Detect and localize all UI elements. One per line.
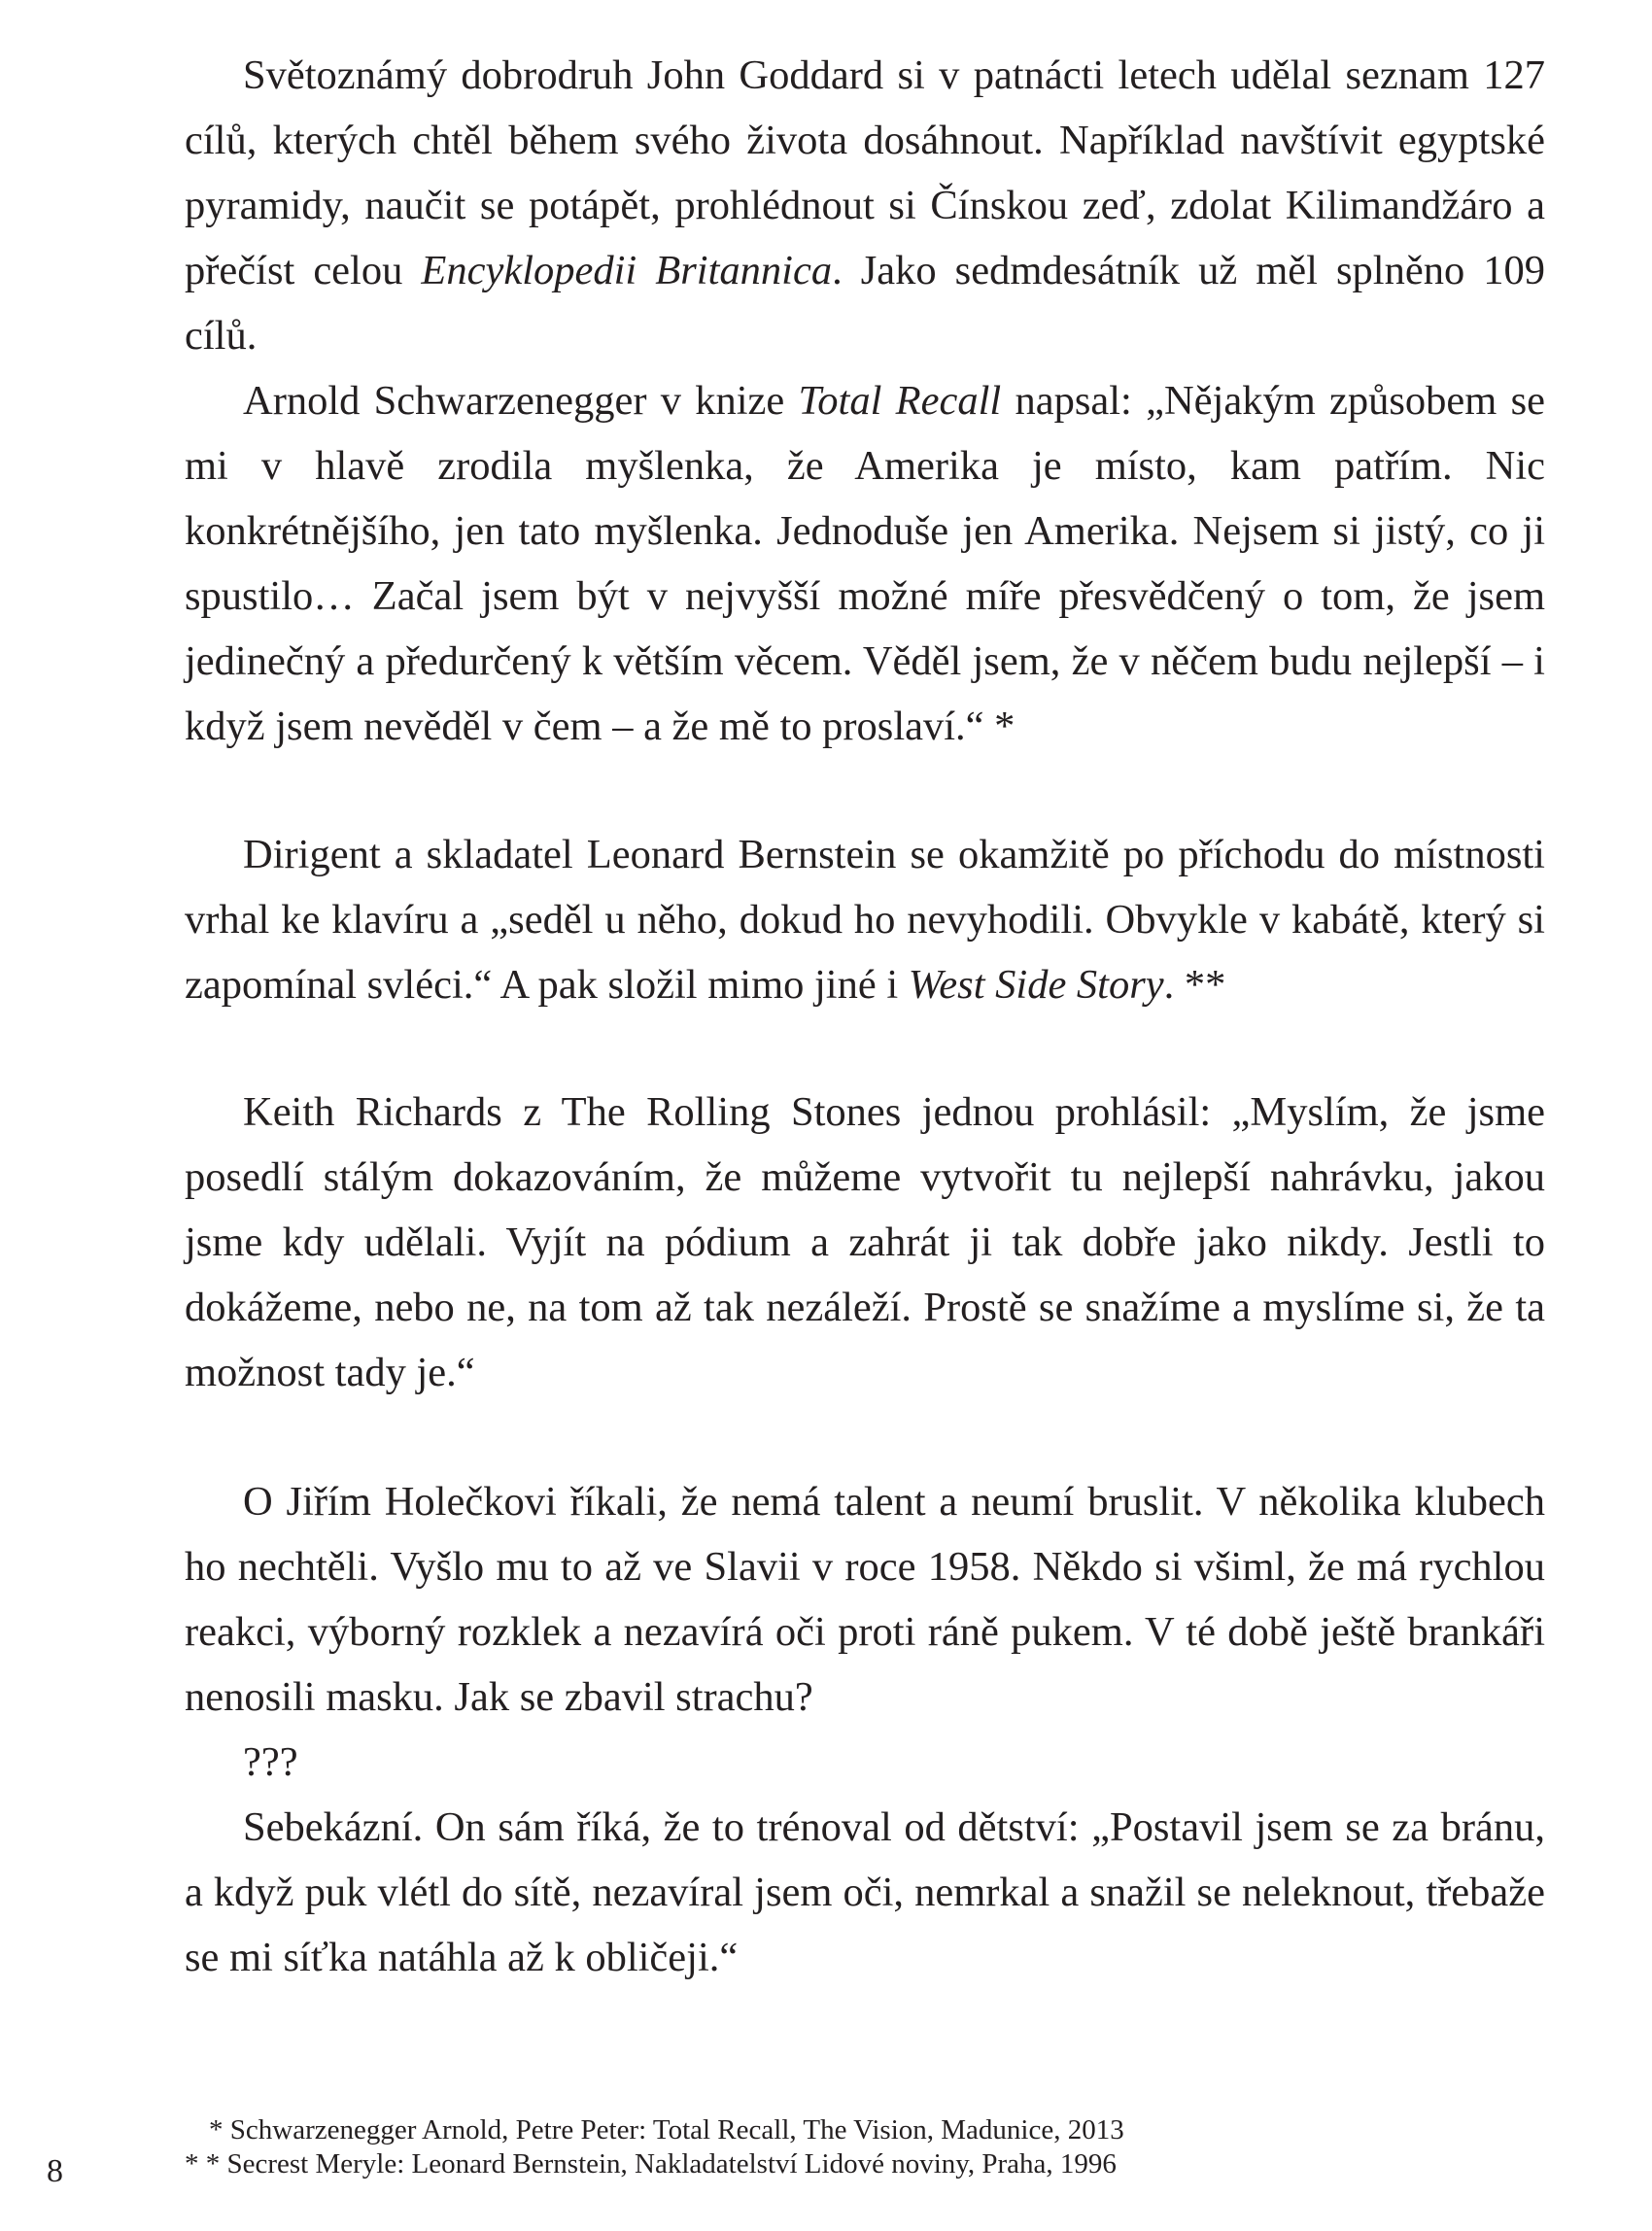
- text-section-2: [185, 822, 1545, 1017]
- paragraph-sebekazni: Sebekázní. On sám říká, že to trénoval od dětství: „Postavil jsem se za bránu, a když puk vlétl do sítě, nezavíral jsem oči, nemrkal a snažil se neleknout, třebaže se mi síťka natáhla až k obličeji.“: [185, 1804, 1545, 1980]
- paragraph-richards: Keith Richards z The Rolling Stones jednou prohlásil: „Myslím, že jsme posedlí stálým dokazováním, že můžeme vytvořit tu nejlepší nahrávku, jakou jsme kdy udělali. Vyjít na pódium a zahrát ji tak dobře jako nikdy. Jestli to dokážeme, nebo ne, na tom až tak nezáleží. Prostě se snažíme a myslíme si, že ta možnost tady je.“: [185, 1089, 1545, 1395]
- work-title-west-side-story: West Side Story: [908, 962, 1164, 1008]
- paragraph-question-marks: ???: [243, 1739, 298, 1785]
- paragraph-holecek: O Jiřím Holečkovi říkali, že nemá talent a neumí bruslit. V několika klubech ho nechtěli. Vyšlo mu to až ve Slavii v roce 1958. Někdo si všiml, že má rychlou reakci, výborný rozklek a nezavírá oči proti ráně pukem. V té době ještě brankáři nenosili masku. Jak se zbavil strachu?: [185, 1479, 1545, 1720]
- text-section-1: [185, 43, 1545, 759]
- paragraph-goddard: Světoznámý dobrodruh John Goddard si v patnácti letech udělal seznam 127 cílů, kterých chtěl během svého života dosáhnout. Například navštívit egyptské pyramidy, naučit se potápět, prohlédnout si Čínskou zeď, zdolat Kilimandžáro a přečíst celou Encyklopedii Britannica. Jako sedmdesátník už měl splněno 109 cílů.: [185, 52, 1545, 359]
- footnote-2: * * Secrest Meryle: Leonard Bernstein, Nakladatelství Lidové noviny, Praha, 1996: [185, 2148, 1117, 2180]
- footnote-1: * Schwarzenegger Arnold, Petre Peter: Total Recall, The Vision, Madunice, 2013: [209, 2114, 1124, 2145]
- page-number: 8: [47, 2153, 63, 2189]
- text-section-4: [185, 1469, 1545, 1990]
- text-section-3: [185, 1080, 1545, 1405]
- paragraph-bernstein: Dirigent a skladatel Leonard Bernstein se okamžitě po příchodu do místnosti vrhal ke klavíru a „seděl u něho, dokud ho nevyhodili. Obvykle v kabátě, který si zapomínal svléci.“ A pak složil mimo jiné i West Side Story. **: [185, 832, 1545, 1008]
- footnotes: [185, 2113, 1124, 2181]
- book-title-total-recall: Total Recall: [798, 378, 1002, 424]
- paragraph-schwarzenegger: Arnold Schwarzenegger v knize Total Recall napsal: „Nějakým způsobem se mi v hlavě zrodila myšlenka, že Amerika je místo, kam patřím. Nic konkrétnějšího, jen tato myšlenka. Jednoduše jen Amerika. Nejsem si jistý, co ji spustilo… Začal jsem být v nejvyšší možné míře přesvědčený o tom, že jsem jedinečný a předurčený k větším věcem. Věděl jsem, že v něčem budu nejlepší – i když jsem nevěděl v čem – a že mě to proslaví.“ *: [185, 378, 1545, 749]
- book-title-britannica: Encyklopedii Britannica: [421, 248, 833, 293]
